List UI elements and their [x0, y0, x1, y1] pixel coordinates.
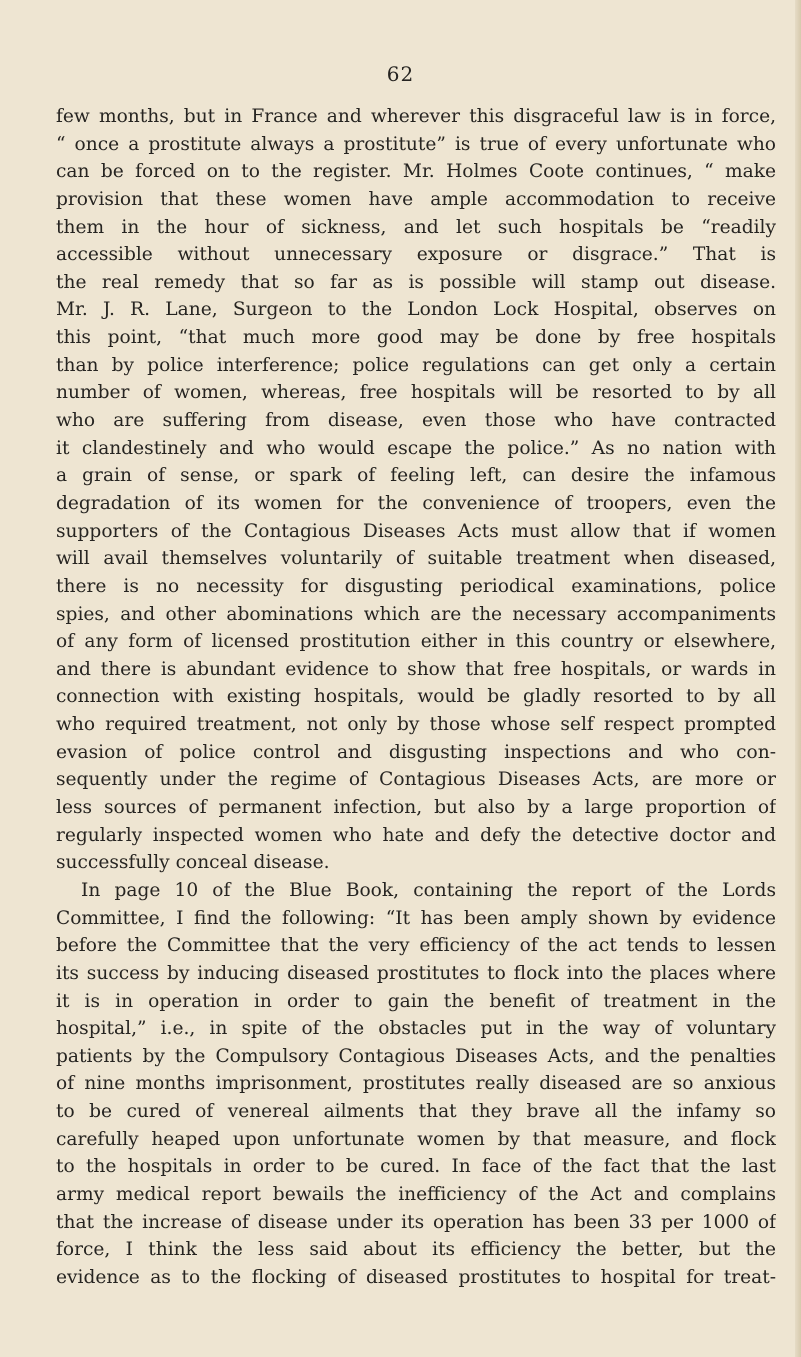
text-line: hospital,” i.e., in spite of the obstacles put in the way of voluntary — [56, 1018, 776, 1040]
text-line: there is no necessity for disgusting periodical examinations, police — [56, 575, 776, 597]
text-line: before the Committee that the very efficiency of the act tends to lessen — [56, 935, 776, 957]
text-line: to the hospitals in order to be cured. In face of the fact that the last — [56, 1156, 776, 1178]
text-line: its success by inducing diseased prostitutes to flock into the places where — [56, 962, 776, 984]
text-line: carefully heaped upon unfortunate women by that measure, and flock — [56, 1128, 776, 1150]
text-line: who are suffering from disease, even those who have contracted — [56, 410, 776, 432]
text-line: supporters of the Contagious Diseases Acts must allow that if women — [56, 520, 776, 542]
text-line: who required treatment, not only by those whose self respect prompted — [56, 714, 776, 736]
text-line: to be cured of venereal ailments that they brave all the infamy so — [56, 1101, 776, 1123]
text-line: number of women, whereas, free hospitals will be resorted to by all — [56, 382, 776, 404]
text-line: Mr. J. R. Lane, Surgeon to the London Lock Hospital, observes on — [56, 299, 776, 321]
text-line: regularly inspected women who hate and defy the detective doctor and — [56, 824, 776, 846]
text-line: that the increase of disease under its operation has been 33 per 1000 of — [56, 1211, 776, 1233]
text-line: army medical report bewails the inefficiency of the Act and complains — [56, 1183, 776, 1205]
text-line: and there is abundant evidence to show that free hospitals, or wards in — [56, 658, 776, 680]
text-line: the real remedy that so far as is possible will stamp out disease. — [56, 271, 776, 293]
text-line: it clandestinely and who would escape the police.” As no nation with — [56, 437, 776, 459]
text-line: a grain of sense, or spark of feeling left, can desire the infamous — [56, 465, 776, 487]
text-line: connection with existing hospitals, would be gladly resorted to by all — [56, 686, 776, 708]
text-line: “ once a prostitute always a prostitute” is true of every unfortunate who — [56, 133, 776, 155]
body-text — [56, 103, 776, 1292]
text-line: them in the hour of sickness, and let such hospitals be “readily — [56, 216, 776, 238]
text-line: can be forced on to the register. Mr. Holmes Coote continues, “ make — [56, 161, 776, 183]
page-number: 62 — [386, 62, 415, 86]
text-line: accessible without unnecessary exposure or disgrace.” That is — [56, 244, 776, 266]
text-line: spies, and other abominations which are the necessary accompaniments — [56, 603, 776, 625]
text-line: of nine months imprisonment, prostitutes really diseased are so anxious — [56, 1073, 776, 1095]
text-line: degradation of its women for the convenience of troopers, even the — [56, 492, 776, 514]
text-line: evasion of police control and disgusting inspections and who con- — [56, 741, 776, 763]
text-line: it is in operation in order to gain the benefit of treatment in the — [56, 990, 776, 1012]
text-line: force, I think the less said about its efficiency the better, but the — [56, 1239, 776, 1261]
text-line: In page 10 of the Blue Book, containing the report of the Lords — [81, 879, 776, 901]
text-line: few months, but in France and wherever this disgraceful law is in force, — [56, 106, 776, 127]
text-line: of any form of licensed prostitution either in this country or elsewhere, — [56, 631, 776, 653]
page-edge — [795, 0, 801, 1357]
text-line: provision that these women have ample accommodation to receive — [56, 188, 776, 210]
text-line: than by police interference; police regulations can get only a certain — [56, 354, 776, 376]
text-line: evidence as to the flocking of diseased prostitutes to hospital for treat- — [56, 1266, 776, 1288]
text-line: Committee, I find the following: “It has been amply shown by evidence — [56, 907, 776, 929]
text-line: less sources of permanent infection, but also by a large proportion of — [56, 797, 776, 819]
text-line: successfully conceal disease. — [56, 852, 330, 874]
text-line: sequently under the regime of Contagious Diseases Acts, are more or — [56, 769, 776, 791]
text-line: will avail themselves voluntarily of suitable treatment when diseased, — [56, 548, 776, 570]
text-line: this point, “that much more good may be done by free hospitals — [56, 327, 776, 349]
text-line: patients by the Compulsory Contagious Diseases Acts, and the penalties — [56, 1045, 776, 1067]
